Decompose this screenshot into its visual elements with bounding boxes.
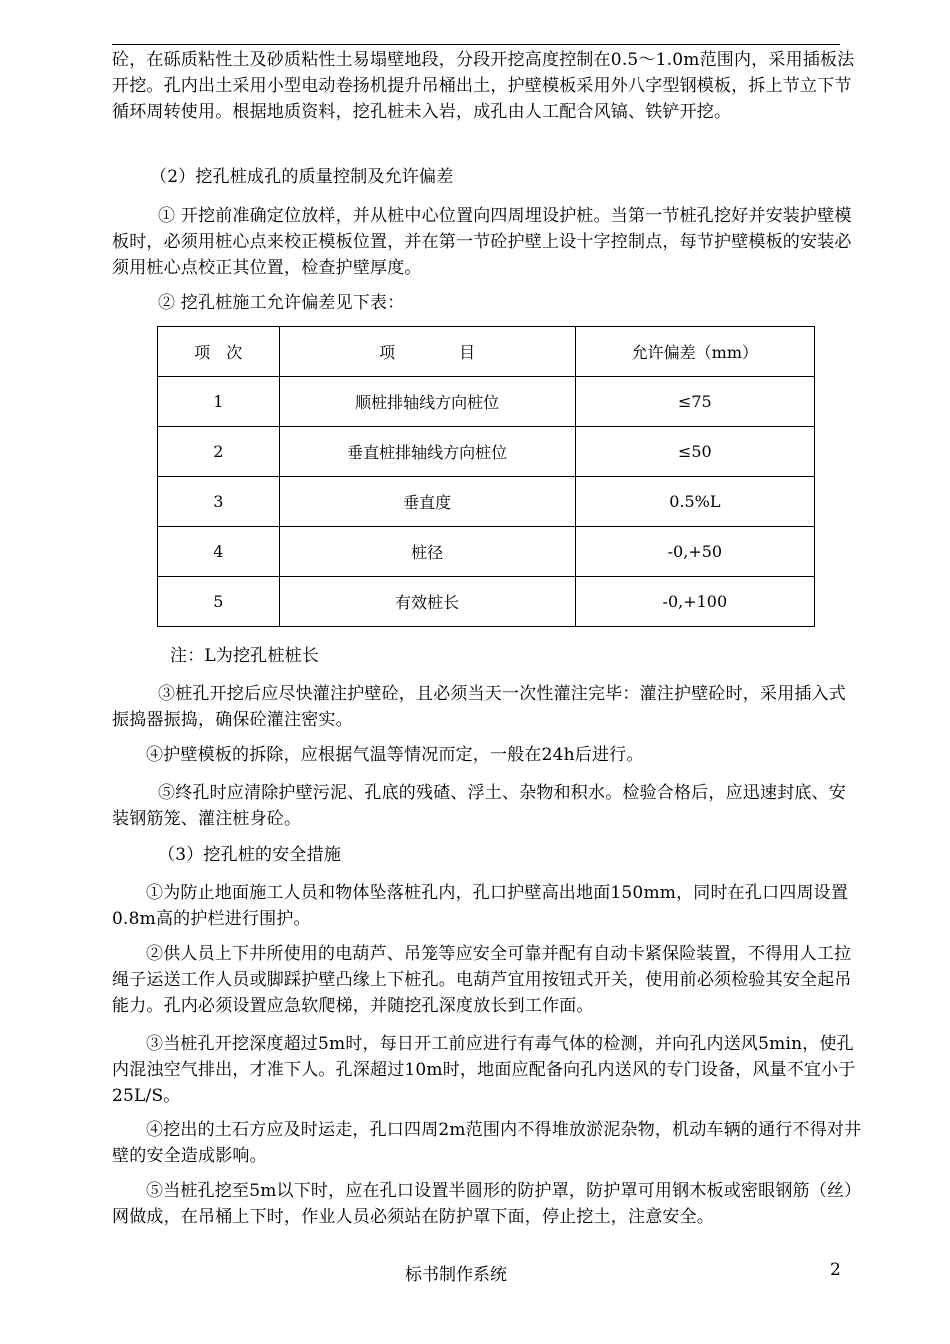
table-cell: 4 <box>158 527 280 577</box>
table-cell: 0.5%L <box>575 477 814 527</box>
table-cell: 2 <box>158 427 280 477</box>
section-heading-quality-control: （2）挖孔桩成孔的质量控制及允许偏差 <box>150 167 454 187</box>
tolerance-table <box>157 326 815 627</box>
paragraph-pouring: ③桩孔开挖后应尽快灌注护壁砼，且必须当天一次性灌注完毕：灌注护壁砼时，采用插入式振捣器振捣，确保砼灌注密实。 <box>112 684 846 730</box>
table-cell: 5 <box>158 577 280 627</box>
table-cell: 有效桩长 <box>279 577 575 627</box>
paragraph-safety-5: ⑤当桩孔挖至5m以下时，应在孔口设置半圆形的防护罩，防护罩可用钢木板或密眼钢筋（丝）网做成，在吊桶上下时，作业人员必须站在防护罩下面，停止挖土，注意安全。 <box>112 1181 862 1227</box>
table-row <box>158 577 815 627</box>
table-cell: -0,+50 <box>575 527 814 577</box>
paragraph-excavation-method: 砼，在砾质粘性土及砂质粘性土易塌壁地段，分段开挖高度控制在0.5～1.0m范围内，采用插板法开挖。孔内出土采用小型电动卷扬机提升吊桶出土，护壁模板采用外八字型钢模板，拆上节立下节循环周转使用。根据地质资料，挖孔桩未入岩，成孔由人工配合风镐、铁铲开挖。 <box>112 50 855 122</box>
paragraph-table-intro: ② 挖孔桩施工允许偏差见下表： <box>158 293 405 313</box>
page-number: 2 <box>830 1260 841 1280</box>
table-cell: 3 <box>158 477 280 527</box>
table-cell: 顺桩排轴线方向桩位 <box>279 377 575 427</box>
table-header-cell: 项 次 <box>158 327 280 377</box>
paragraph-safety-3: ③当桩孔开挖深度超过5m时，每日开工前应进行有毒气体的检测，并向孔内送风5min，使孔内混浊空气排出，才准下人。孔深超过10m时，地面应配备向孔内送风的专门设备，风量不宜小于25L/S。 <box>112 1034 856 1106</box>
footer-title: 标书制作系统 <box>405 1265 507 1285</box>
table-cell: ≤50 <box>575 427 814 477</box>
section-heading-safety: （3）挖孔桩的安全措施 <box>158 845 342 865</box>
paragraph-safety-4: ④挖出的土石方应及时运走，孔口四周2m范围内不得堆放淤泥杂物，机动车辆的通行不得对井壁的安全造成影响。 <box>112 1120 862 1166</box>
table-row <box>158 477 815 527</box>
paragraph-positioning: ① 开挖前准确定位放样，并从桩中心位置向四周埋设护桩。当第一节桩孔挖好并安装护壁模板时，必须用桩心点来校正模板位置，并在第一节砼护壁上设十字控制点，每节护壁模板的安装必须用桩心点校正其位置，检查护壁厚度。 <box>112 206 852 278</box>
table-cell: -0,+100 <box>575 577 814 627</box>
table-header-cell: 项 目 <box>279 327 575 377</box>
paragraph-formwork-removal: ④护壁模板的拆除，应根据气温等情况而定，一般在24h后进行。 <box>146 745 644 765</box>
table-header-row <box>158 327 815 377</box>
table-cell: ≤75 <box>575 377 814 427</box>
table-row <box>158 427 815 477</box>
paragraph-final-hole: ⑤终孔时应清除护壁污泥、孔底的残碴、浮土、杂物和积水。检验合格后，应迅速封底、安装钢筋笼、灌注桩身砼。 <box>112 783 846 829</box>
table-row <box>158 527 815 577</box>
table-cell: 桩径 <box>279 527 575 577</box>
paragraph-safety-1: ①为防止地面施工人员和物体坠落桩孔内，孔口护壁高出地面150mm，同时在孔口四周设置0.8m高的护栏进行围护。 <box>112 883 849 929</box>
table-cell: 垂直桩排轴线方向桩位 <box>279 427 575 477</box>
table-cell: 垂直度 <box>279 477 575 527</box>
table-row <box>158 377 815 427</box>
table-note: 注：L为挖孔桩桩长 <box>170 646 320 666</box>
paragraph-safety-2: ②供人员上下井所使用的电葫芦、吊笼等应安全可靠并配有自动卡紧保险装置，不得用人工拉绳子运送工作人员或脚踩护壁凸缘上下桩孔。电葫芦宜用按钮式开关，使用前必须检验其安全起吊能力。孔内必须设置应急软爬梯，并随挖孔深度放长到工作面。 <box>112 944 852 1016</box>
header-rule <box>112 44 840 45</box>
table-cell: 1 <box>158 377 280 427</box>
table-header-cell: 允许偏差（mm） <box>575 327 814 377</box>
